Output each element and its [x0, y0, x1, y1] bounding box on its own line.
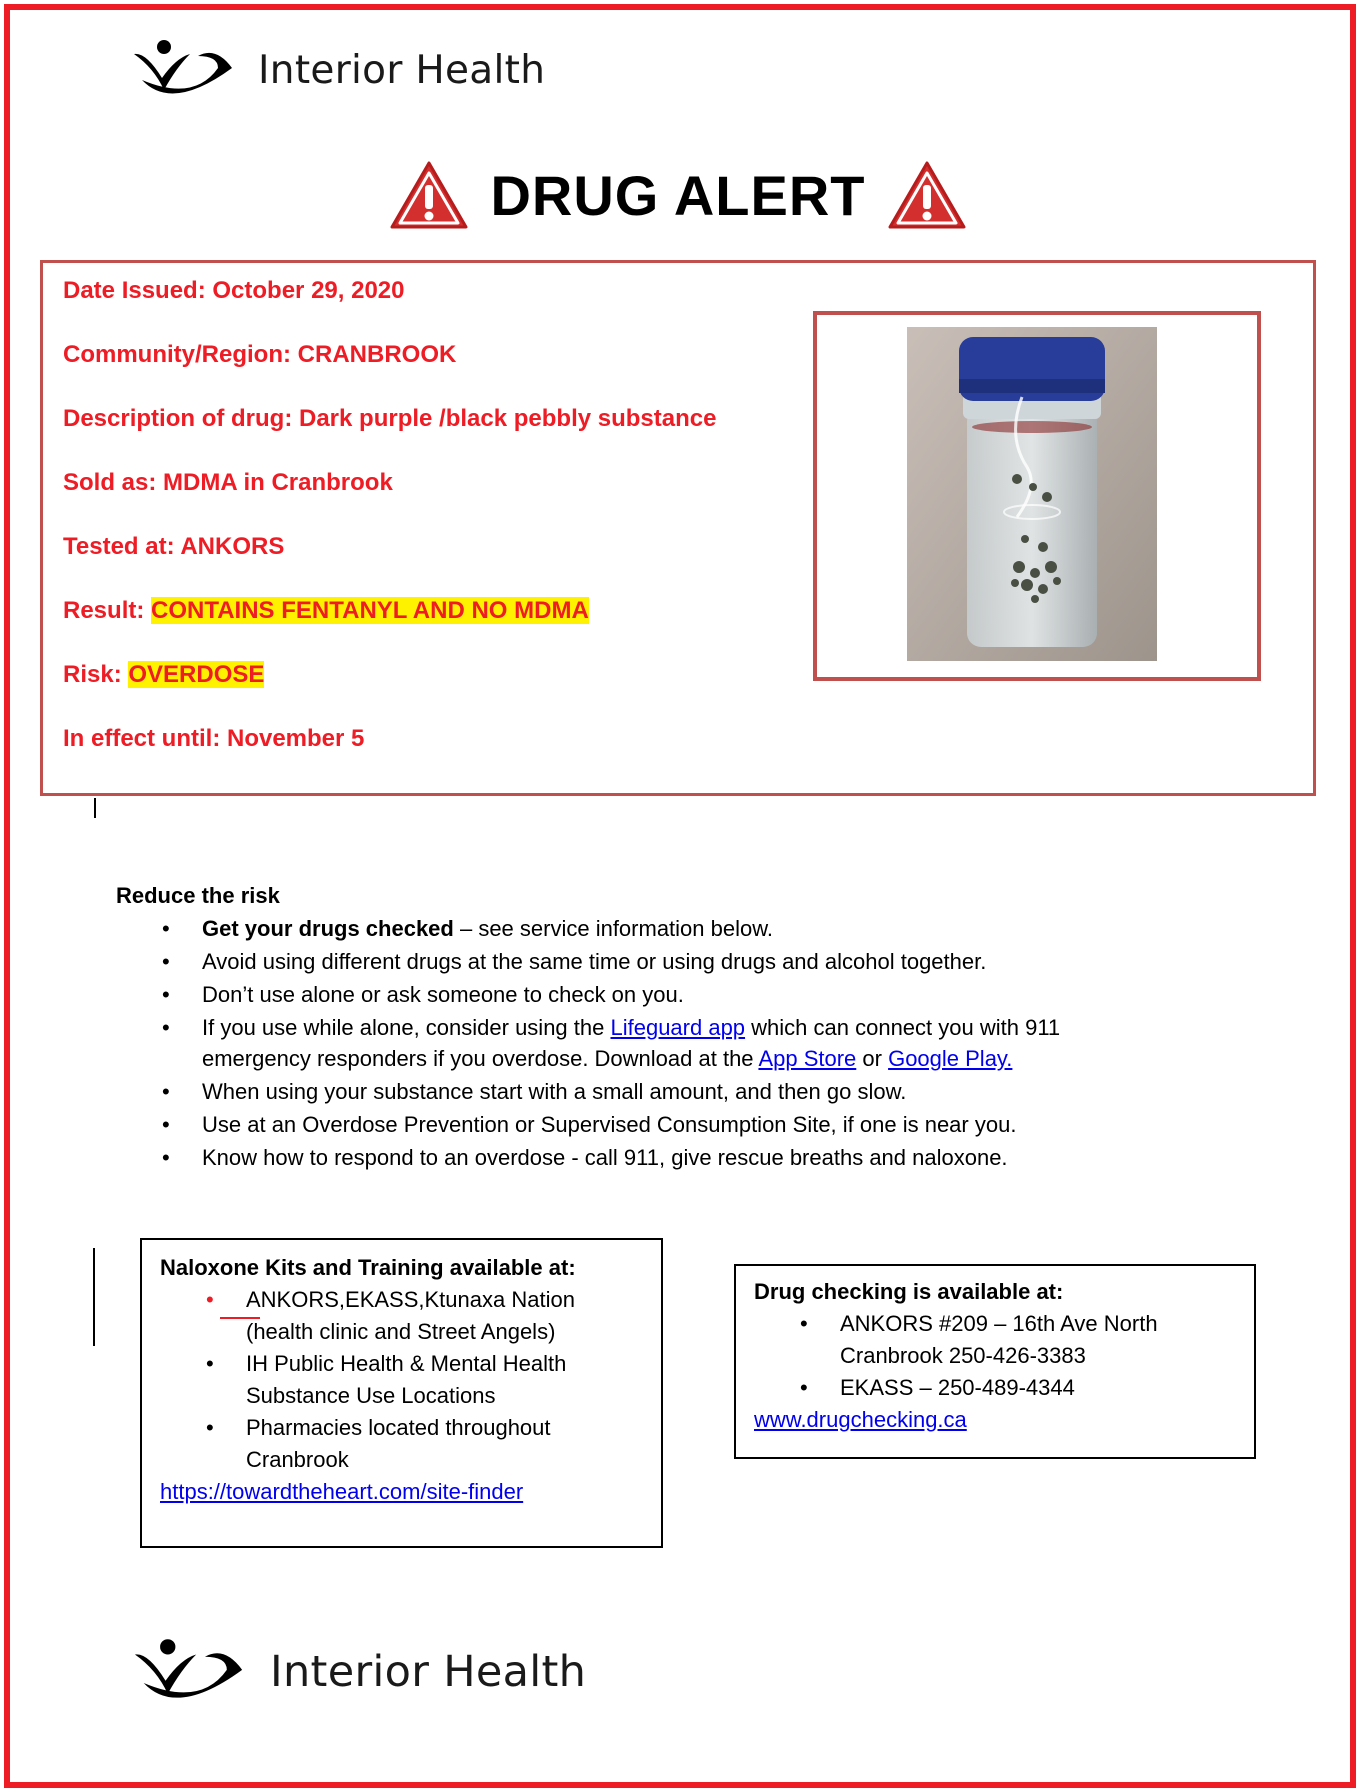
reduce-risk-list	[116, 913, 1236, 1173]
community-region: Community/Region: CRANBROOK	[63, 341, 457, 368]
list-item-text: IH Public Health & Mental Health	[246, 1351, 567, 1376]
list-item: • Know how to respond to an overdose - call 911, give rescue breaths and naloxone.	[116, 1142, 1236, 1173]
list-item	[160, 1412, 661, 1476]
app-store-link[interactable]: App Store	[758, 1046, 857, 1071]
page-title: DRUG ALERT	[490, 163, 866, 227]
alert-title-row	[0, 150, 1356, 240]
list-item: • Don’t use alone or ask someone to check on you.	[116, 979, 1236, 1010]
photo-frame	[813, 311, 1261, 681]
list-item-text: (health clinic and Street Angels)	[246, 1319, 556, 1344]
list-item: • EKASS – 250-489-4344	[754, 1372, 1254, 1404]
brand-name: Interior Health	[258, 47, 546, 93]
list-item	[160, 1284, 661, 1348]
drug-checking-box	[734, 1264, 1256, 1459]
site-finder-link[interactable]: https://towardtheheart.com/site-finder	[160, 1479, 524, 1504]
warning-triangle-icon	[886, 159, 968, 231]
result-value: CONTAINS FENTANYL AND NO MDMA	[151, 597, 589, 624]
interior-health-logo	[132, 38, 244, 102]
drug-checking-title: Drug checking is available at:	[754, 1279, 1064, 1304]
list-item-text: Cranbrook 250-426-3383	[840, 1343, 1086, 1368]
text-cursor-mark	[94, 798, 96, 818]
naloxone-title: Naloxone Kits and Training available at:	[160, 1255, 576, 1280]
lifeguard-app-link[interactable]: Lifeguard app	[610, 1015, 746, 1040]
risk-line	[63, 661, 264, 689]
list-item-text: Cranbrook	[246, 1447, 349, 1472]
margin-bar	[93, 1248, 95, 1346]
list-item-text: which can connect you with 911	[745, 1015, 1061, 1040]
list-item-text: If you use while alone, consider using the	[202, 1015, 611, 1040]
red-underline-mark	[220, 1317, 260, 1319]
list-item: • When using your substance start with a small amount, and then go slow.	[116, 1076, 1236, 1107]
risk-label: Risk:	[63, 661, 129, 688]
list-item: • Use at an Overdose Prevention or Supervised Consumption Site, if one is near you.	[116, 1109, 1236, 1140]
drugchecking-link[interactable]: www.drugchecking.ca	[754, 1407, 967, 1432]
result-label: Result:	[63, 597, 152, 624]
alert-details-box	[40, 260, 1316, 796]
warning-triangle-icon	[388, 159, 470, 231]
reduce-risk-section	[116, 883, 1236, 1175]
reduce-risk-title: Reduce the risk	[116, 883, 280, 908]
date-issued: Date Issued: October 29, 2020	[63, 277, 405, 304]
tested-at: Tested at: ANKORS	[63, 533, 285, 560]
list-item-text: ANKORS #209 – 16th Ave North	[840, 1311, 1158, 1336]
list-item-text: ANKORS,EKASS,Ktunaxa Nation	[246, 1287, 575, 1312]
result-line	[63, 597, 589, 625]
list-item	[116, 1012, 1236, 1074]
list-item-text: emergency responders if you overdose. Download at the	[202, 1046, 759, 1071]
naloxone-list	[160, 1284, 661, 1476]
list-item-text: Substance Use Locations	[246, 1383, 496, 1408]
risk-value: OVERDOSE	[128, 661, 265, 688]
sold-as: Sold as: MDMA in Cranbrook	[63, 469, 393, 496]
header-logo	[132, 38, 545, 102]
naloxone-box	[140, 1238, 663, 1548]
brand-name: Interior Health	[270, 1647, 587, 1697]
get-checked-bold: Get your drugs checked	[202, 916, 454, 941]
list-item	[160, 1348, 661, 1412]
footer-logo	[132, 1637, 586, 1707]
list-item-text: Pharmacies located throughout	[246, 1415, 551, 1440]
drug-sample-photo	[907, 327, 1157, 661]
list-item-text: – see service information below.	[453, 916, 774, 941]
list-item	[754, 1308, 1254, 1372]
interior-health-logo	[132, 1637, 256, 1707]
list-item	[116, 913, 1236, 944]
in-effect-until: In effect until: November 5	[63, 725, 365, 752]
list-item-text: or	[856, 1046, 889, 1071]
list-item: • Avoid using different drugs at the same time or using drugs and alcohol together.	[116, 946, 1236, 977]
drug-checking-list	[754, 1308, 1254, 1404]
google-play-link[interactable]: Google Play.	[888, 1046, 1013, 1071]
drug-description: Description of drug: Dark purple /black pebbly substance	[63, 405, 717, 432]
